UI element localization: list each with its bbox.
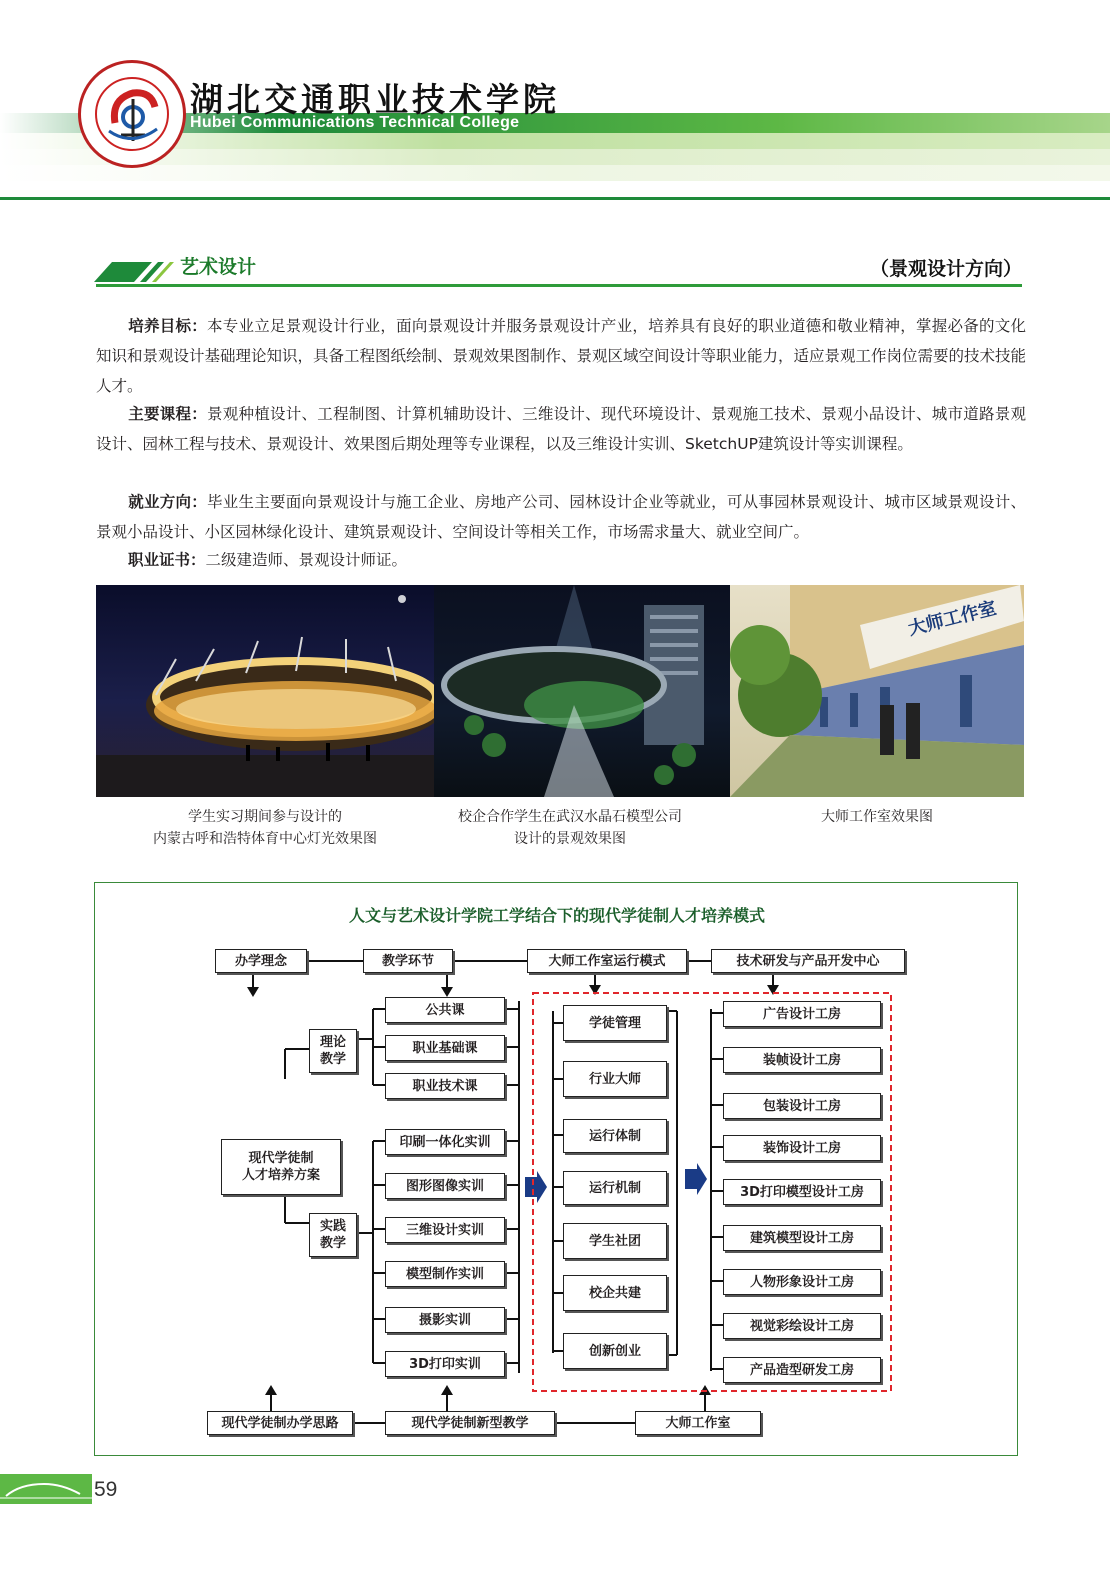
paragraph-certificate <box>96 545 1026 575</box>
studio-mode-box: 校企共建 <box>563 1275 667 1311</box>
college-name-en: Hubei Communications Technical College <box>190 114 520 131</box>
practice-course-box: 印刷一体化实训 <box>385 1129 505 1155</box>
practice-line: 实践 <box>319 1219 346 1234</box>
theory-line: 理论 <box>319 1035 346 1050</box>
theory-line: 教学 <box>319 1052 346 1067</box>
top-box-philosophy: 办学理念 <box>215 949 307 973</box>
practice-course-box: 摄影实训 <box>385 1307 505 1333</box>
workshop-box: 产品造型研发工房 <box>723 1357 881 1383</box>
caption-line: 学生实习期间参与设计的 <box>188 809 342 825</box>
header-stripe-lighter <box>0 165 1110 181</box>
paragraph-career <box>96 487 1026 547</box>
workshop-box: 装帧设计工房 <box>723 1047 881 1073</box>
caption-line: 内蒙古呼和浩特体育中心灯光效果图 <box>153 831 377 847</box>
root-line: 人才培养方案 <box>241 1168 320 1183</box>
studio-mode-box: 运行机制 <box>563 1171 667 1205</box>
training-model-diagram <box>94 882 1018 1456</box>
workshop-box: 3D打印模型设计工房 <box>723 1179 881 1205</box>
paragraph-label: 主要课程： <box>128 405 208 423</box>
studio-mode-box: 行业大师 <box>563 1061 667 1097</box>
paragraph-courses <box>96 399 1026 459</box>
paragraph-text: 景观种植设计、工程制图、计算机辅助设计、三维设计、现代环境设计、景观施工技术、景观小品设计、城市道路景观设计、园林工程与技术、景观设计、效果图后期处理等专业课程，以及三维设计实训、SketchUP建筑设计等实训课程。 <box>96 405 1026 453</box>
workshop-box: 包装设计工房 <box>723 1093 881 1119</box>
caption-line: 校企合作学生在武汉水晶石模型公司 <box>458 809 682 825</box>
top-box-teaching: 教学环节 <box>363 949 453 973</box>
practice-course-box: 三维设计实训 <box>385 1217 505 1243</box>
practice-course-box: 图形图像实训 <box>385 1173 505 1199</box>
caption-line: 设计的景观效果图 <box>514 831 626 847</box>
photo-caption-studio <box>730 806 1024 828</box>
top-box-rnd-center: 技术研发与产品开发中心 <box>711 949 905 973</box>
studio-mode-box: 学生社团 <box>563 1223 667 1259</box>
theory-box <box>309 1029 357 1073</box>
college-logo <box>78 60 186 168</box>
photo-caption-stadium <box>96 806 434 850</box>
studio-mode-box: 创新创业 <box>563 1333 667 1369</box>
photo-stadium <box>96 585 434 797</box>
page-number: 59 <box>94 1478 118 1501</box>
bottom-box-thinking: 现代学徒制办学思路 <box>207 1411 353 1435</box>
photo-caption-landscape <box>420 806 720 850</box>
bottom-box-studio: 大师工作室 <box>635 1411 761 1435</box>
workshop-box: 装饰设计工房 <box>723 1135 881 1161</box>
workshop-box: 视觉彩绘设计工房 <box>723 1313 881 1339</box>
bottom-box-teaching: 现代学徒制新型教学 <box>385 1411 555 1435</box>
root-line: 现代学徒制 <box>248 1151 314 1166</box>
workshop-box: 广告设计工房 <box>723 1001 881 1027</box>
section-title-marker <box>94 258 174 284</box>
paragraph-label: 就业方向： <box>128 493 208 511</box>
photo-studio <box>730 585 1024 797</box>
header-rule <box>0 197 1110 200</box>
paragraph-text: 本专业立足景观设计行业，面向景观设计并服务景观设计产业，培养具有良好的职业道德和敬业精神，掌握必备的文化知识和景观设计基础理论知识，具备工程图纸绘制、景观效果图制作、景观区域空间设计等职业能力，适应景观工作岗位需要的技术技能人才。 <box>96 317 1027 395</box>
studio-mode-box: 学徒管理 <box>563 1005 667 1041</box>
paragraph-goal <box>96 311 1026 401</box>
practice-course-box: 模型制作实训 <box>385 1261 505 1287</box>
paragraph-label: 培养目标： <box>128 317 208 335</box>
root-box <box>221 1139 341 1195</box>
course-box: 公共课 <box>385 997 505 1023</box>
paragraph-text: 二级建造师、景观设计师证。 <box>205 551 408 569</box>
studio-mode-box: 运行体制 <box>563 1119 667 1153</box>
studio-sign-text: 大师工作室 <box>906 597 999 640</box>
course-box: 职业基础课 <box>385 1035 505 1061</box>
practice-line: 教学 <box>319 1236 346 1251</box>
course-box: 职业技术课 <box>385 1073 505 1099</box>
workshop-box: 建筑模型设计工房 <box>723 1225 881 1251</box>
practice-box <box>309 1213 357 1257</box>
photo-landscape <box>434 585 730 797</box>
section-subtitle: （景观设计方向） <box>869 258 1022 280</box>
college-name-cn: 湖北交通职业技术学院 <box>190 80 560 119</box>
top-box-studio-mode: 大师工作室运行模式 <box>527 949 687 973</box>
workshop-box: 人物形象设计工房 <box>723 1269 881 1295</box>
paragraph-label: 职业证书： <box>128 551 206 569</box>
paragraph-text: 毕业生主要面向景观设计与施工企业、房地产公司、园林设计企业等就业，可从事园林景观设计、城市区域景观设计、景观小品设计、小区园林绿化设计、建筑景观设计、空间设计等相关工作，市场需求量大、就业空间广。 <box>96 493 1026 541</box>
caption-line: 大师工作室效果图 <box>821 809 933 825</box>
section-title: 艺术设计 <box>180 256 257 278</box>
diagram-title: 人文与艺术设计学院工学结合下的现代学徒制人才培养模式 <box>348 906 765 925</box>
practice-course-box: 3D打印实训 <box>385 1351 505 1377</box>
section-rule <box>96 284 1022 287</box>
footer-car-graphic <box>0 1474 92 1504</box>
